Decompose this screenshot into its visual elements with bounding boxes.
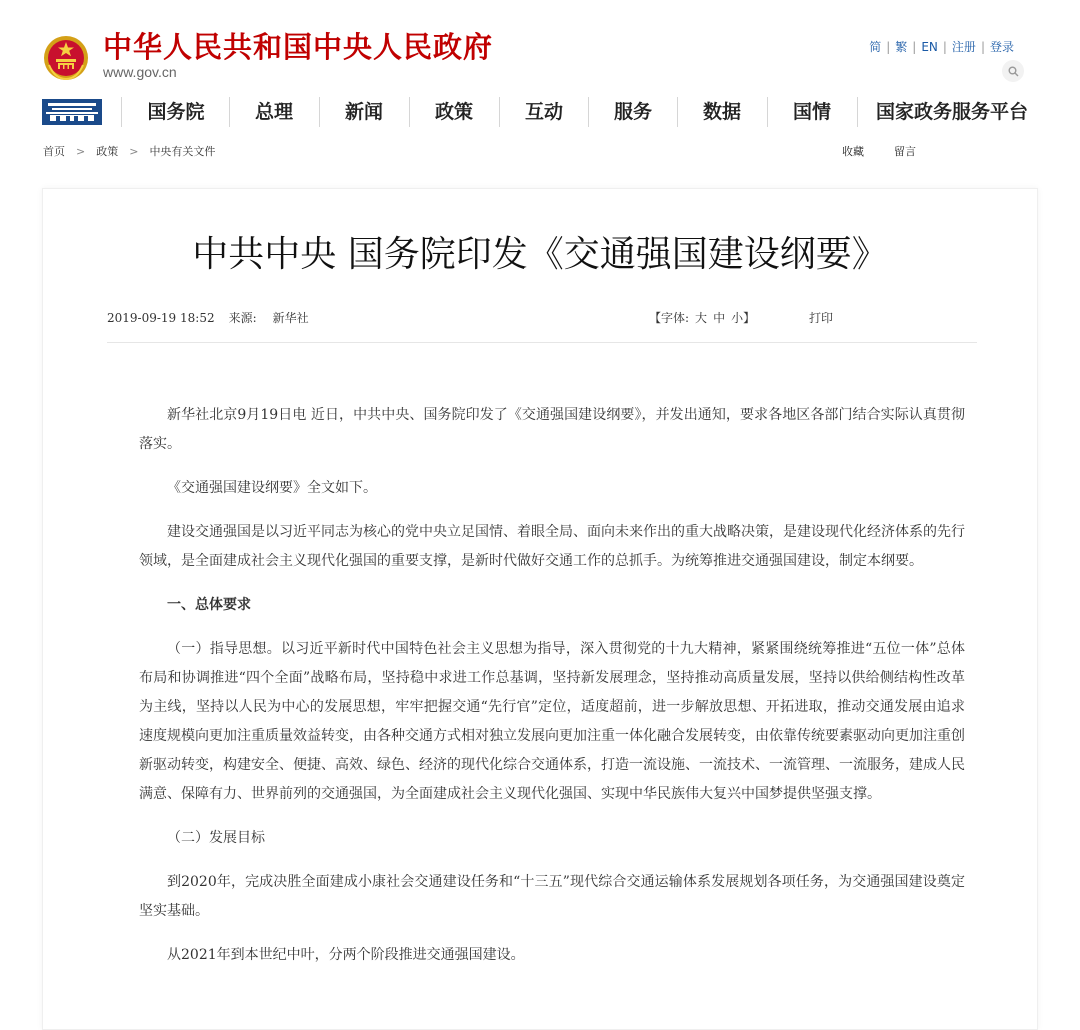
breadcrumb-policy[interactable]: 政策: [96, 145, 119, 158]
main-nav: [42, 93, 1042, 131]
font-size-large-button[interactable]: 大: [695, 311, 708, 325]
favorite-button[interactable]: 收藏: [842, 145, 864, 158]
nav-item-state-council[interactable]: 国务院: [147, 101, 205, 123]
tiananmen-logo-icon[interactable]: [42, 99, 102, 125]
page-actions: [842, 143, 946, 159]
font-size-control: [649, 309, 755, 326]
meta-divider: [107, 342, 977, 343]
chevron-right-icon: >: [76, 145, 86, 158]
source-label: 来源:: [228, 311, 257, 325]
paragraph: 从2021年到本世纪中叶，分两个阶段推进交通强国建设。: [167, 947, 525, 963]
traditional-chinese-link[interactable]: 繁: [895, 40, 908, 54]
paragraph: 新华社北京9月19日电 近日，中共中央、国务院印发了《交通强国建设纲要》，并发出通知，要求各地区各部门结合实际认真贯彻落实。: [139, 407, 965, 452]
source-value[interactable]: 新华社: [272, 311, 309, 325]
nav-item-premier[interactable]: 总理: [254, 101, 293, 123]
publish-datetime: 2019-09-19 18:52: [107, 311, 215, 325]
nav-item-national-info[interactable]: 国情: [792, 101, 831, 123]
paragraph: 到2020年，完成决胜全面建成小康社会交通建设任务和“十三五”现代综合交通运输体系发展规划各项任务，为交通强国建设奠定坚实基础。: [139, 874, 965, 919]
english-link[interactable]: EN: [921, 40, 938, 54]
register-link[interactable]: 注册: [951, 40, 976, 54]
paragraph: 建设交通强国是以习近平同志为核心的党中央立足国情、着眼全局、面向未来作出的重大战略决策，是建设现代化经济体系的先行领域，是全面建成社会主义现代化强国的重要支撑，是新时代做好交通工作的总抓手。为统筹推进交通强国建设，制定本纲要。: [139, 524, 965, 569]
simplified-chinese-link[interactable]: 简: [869, 40, 882, 54]
font-size-small-button[interactable]: 小: [731, 311, 744, 325]
paragraph: （一）指导思想。以习近平新时代中国特色社会主义思想为指导，深入贯彻党的十九大精神，紧紧围绕统筹推进“五位一体”总体布局和协调推进“四个全面”战略布局，坚持稳中求进工作总基调，坚持新发展理念，坚持推动高质量发展，坚持以供给侧结构性改革为主线，坚持以人民为中心的发展思想，牢牢把握交通“先行官”定位，适度超前，进一步解放思想、开拓进取，推动交通发展由追求速度规模向更加注重质量效益转变，由各种交通方式相对独立发展向更加注重一体化融合发展转变，由依靠传统要素驱动向更加注重创新驱动转变，构建安全、便捷、高效、绿色、经济的现代化综合交通体系，打造一流设施、一流技术、一流管理、一流服务，建成人民满意、保障有力、世界前列的交通强国，为全面建成社会主义现代化强国、实现中华民族伟大复兴中国梦提供坚强支撑。: [139, 641, 965, 802]
article-meta: [107, 309, 309, 326]
font-size-label-close: 】: [743, 311, 756, 325]
search-button[interactable]: [1002, 60, 1024, 82]
login-link[interactable]: 登录: [989, 40, 1014, 54]
font-size-label: 【字体:: [649, 311, 690, 325]
top-links: 简 | 繁 | EN | 注册 | 登录: [869, 40, 1014, 54]
national-emblem-icon: [43, 35, 89, 81]
article-title: 中共中央 国务院印发《交通强国建设纲要》: [192, 234, 888, 275]
breadcrumb-home[interactable]: 首页: [43, 145, 65, 158]
chevron-right-icon: >: [129, 145, 139, 158]
print-button[interactable]: 打印: [809, 311, 834, 325]
nav-item-gov-service-platform[interactable]: 国家政务服务平台: [875, 101, 1028, 123]
nav-item-policy[interactable]: 政策: [434, 101, 473, 123]
font-size-medium-button[interactable]: 中: [713, 311, 726, 325]
search-icon: [1008, 66, 1019, 77]
breadcrumb: [43, 143, 215, 159]
article-card: [42, 188, 1038, 1030]
nav-item-news[interactable]: 新闻: [344, 101, 383, 123]
nav-divider: [857, 97, 858, 127]
subsection-heading: （二）发展目标: [167, 830, 265, 846]
breadcrumb-central-documents[interactable]: 中央有关文件: [149, 145, 216, 158]
site-title[interactable]: 中华人民共和国中央人民政府: [103, 30, 494, 64]
article-body: [139, 401, 965, 970]
nav-item-interaction[interactable]: 互动: [524, 101, 563, 123]
nav-item-data[interactable]: 数据: [702, 101, 741, 123]
section-heading: 一、总体要求: [167, 597, 251, 613]
nav-item-services[interactable]: 服务: [613, 101, 652, 123]
paragraph: 《交通强国建设纲要》全文如下。: [167, 480, 377, 496]
message-button[interactable]: 留言: [894, 145, 916, 158]
site-url[interactable]: www.gov.cn: [103, 64, 177, 80]
